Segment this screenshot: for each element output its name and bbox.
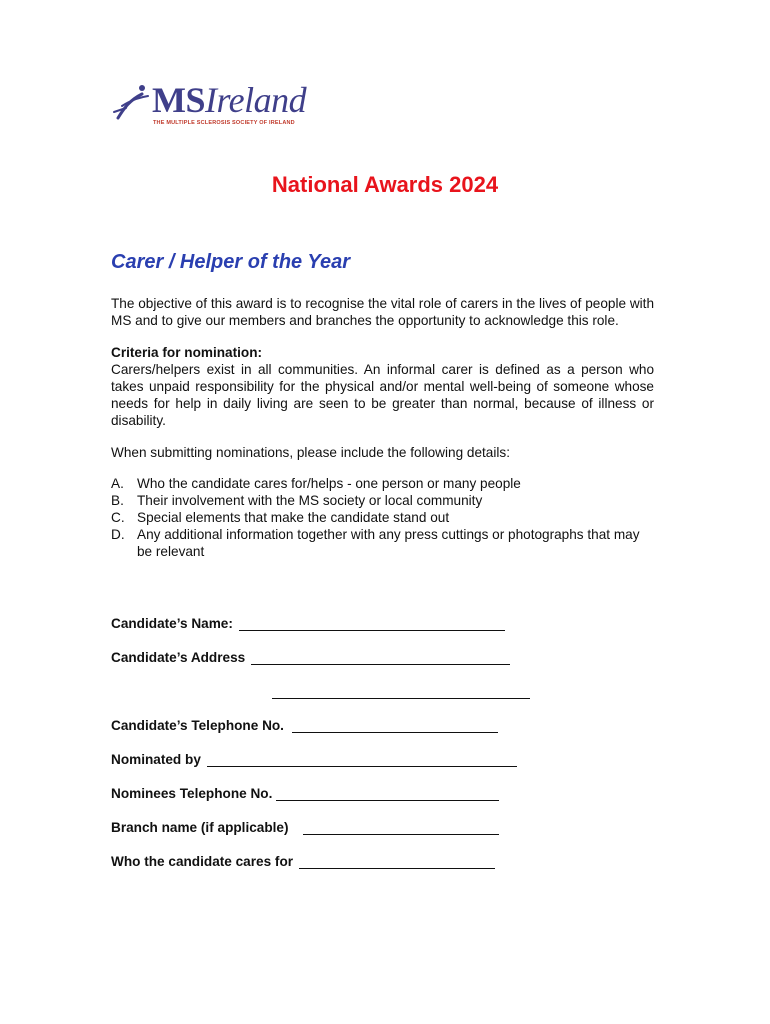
- intro-paragraph: The objective of this award is to recognise the vital role of carers in the lives of people with MS and to give our members and branches the opportunity to acknowledge this role.: [111, 296, 654, 328]
- list-marker: A.: [111, 476, 124, 491]
- list-marker: D.: [111, 527, 125, 542]
- list-marker: C.: [111, 510, 125, 525]
- award-description: [111, 295, 654, 560]
- candidate-address-row: [111, 648, 541, 665]
- branch-name-field[interactable]: [303, 820, 499, 835]
- logo-tagline: THE MULTIPLE SCLEROSIS SOCIETY OF IRELAND: [153, 120, 295, 126]
- details-list: [111, 475, 654, 560]
- figure-swoosh-icon: [112, 82, 152, 124]
- candidate-name-label: Candidate’s Name:: [111, 616, 233, 631]
- criteria-text: Carers/helpers exist in all communities. An informal carer is defined as a person who takes unpaid responsibility for the physical and/or mental well-being of someone whose needs for help in daily living are seen to be greater than normal, because of illness or disability.: [111, 362, 654, 428]
- list-marker: B.: [111, 493, 124, 508]
- nominee-telephone-label: Nominees Telephone No.: [111, 786, 273, 801]
- list-item: [111, 526, 654, 560]
- nominated-by-label: Nominated by: [111, 752, 201, 767]
- list-item-text: Any additional information together with any press cuttings or photographs that may be relevant: [137, 527, 640, 559]
- logo-wordmark: [152, 82, 306, 118]
- list-item: [111, 475, 654, 492]
- logo-ireland: Ireland: [205, 80, 307, 120]
- details-intro: When submitting nominations, please include the following details:: [111, 445, 510, 460]
- nominee-telephone-row: [111, 784, 541, 801]
- nominated-by-field[interactable]: [207, 752, 517, 767]
- candidate-address-row-2: [111, 682, 541, 699]
- nominated-by-row: [111, 750, 541, 767]
- nominee-telephone-field[interactable]: [276, 786, 499, 801]
- candidate-name-row: [111, 614, 541, 631]
- branch-name-label: Branch name (if applicable): [111, 820, 289, 835]
- logo-ms: MS: [152, 80, 205, 120]
- page-title: National Awards 2024: [271, 172, 499, 197]
- list-item: [111, 509, 654, 526]
- candidate-telephone-label: Candidate’s Telephone No.: [111, 718, 284, 733]
- list-item-text: Special elements that make the candidate stand out: [137, 510, 450, 525]
- cares-for-field[interactable]: [299, 854, 495, 869]
- candidate-telephone-row: [111, 716, 541, 733]
- cares-for-label: Who the candidate cares for: [111, 854, 294, 869]
- candidate-address-field-2[interactable]: [272, 684, 530, 699]
- candidate-address-field[interactable]: [251, 650, 510, 665]
- list-item-text: Their involvement with the MS society or local community: [137, 493, 483, 508]
- ms-ireland-logo: [112, 82, 312, 130]
- list-item-text: Who the candidate cares for/helps - one person or many people: [137, 476, 521, 491]
- candidate-telephone-field[interactable]: [292, 718, 498, 733]
- cares-for-row: [111, 852, 541, 869]
- list-item: [111, 492, 654, 509]
- criteria-heading: Criteria for nomination:: [111, 345, 263, 360]
- nomination-form: [111, 614, 541, 886]
- branch-name-row: [111, 818, 541, 835]
- award-subtitle: Carer / Helper of the Year: [111, 251, 350, 273]
- candidate-address-label: Candidate’s Address: [111, 650, 246, 665]
- candidate-name-field[interactable]: [239, 616, 505, 631]
